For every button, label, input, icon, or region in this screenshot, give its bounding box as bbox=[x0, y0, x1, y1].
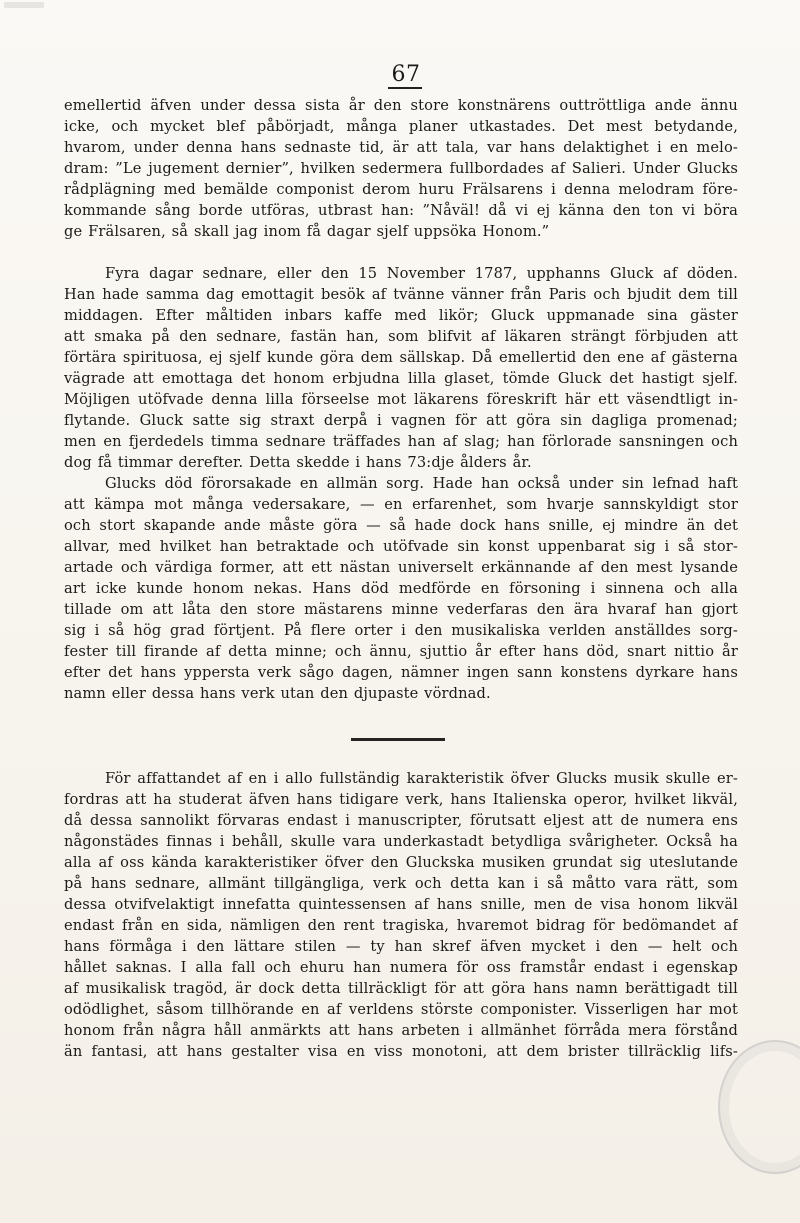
text-line: alla af oss kända karakteristiker öfver den Gluckska musiken grundat sig uteslutande bbox=[64, 854, 738, 871]
text-line: någonstädes finnas i behåll, skulle vara underkastadt betydliga svårigheter. Också ha bbox=[64, 833, 738, 850]
text-line: namn eller dessa hans verk utan den djupaste vördnad. bbox=[64, 685, 491, 702]
text-line: art icke kunde honom nekas. Hans död medförde en försoning i sinnena och alla bbox=[64, 580, 738, 597]
text-line: kommande sång borde utföras, utbrast han: ”Nåväl! då vi ej känna den ton vi böra bbox=[64, 202, 738, 219]
text-line: fester till firande af detta minne; och ännu, sjuttio år efter hans död, snart nittio år bbox=[64, 643, 738, 660]
text-line: då dessa sannolikt förvaras endast i manuscripter, förutsatt eljest att de numera ens bbox=[64, 812, 738, 829]
text-line: hållet saknas. I alla fall och ehuru han numera för oss framstår endast i egenskap bbox=[64, 959, 738, 976]
text-line: fordras att ha studerat äfven hans tidigare verk, hans Italienska operor, hvilket likväl, bbox=[64, 791, 738, 808]
text-line: flytande. Gluck satte sig straxt derpå i vagnen för att göra sin dagliga promenad; bbox=[64, 412, 738, 429]
text-line: hans förmåga i den lättare stilen — ty han skref äfven mycket i den — helt och bbox=[64, 938, 738, 955]
text-line: rådplägning med bemälde componist derom huru Frälsarens i denna melodram före- bbox=[64, 181, 738, 198]
text-line: tillade om att låta den store mästarens minne vederfaras den ära hvaraf han gjort bbox=[64, 601, 738, 618]
text-line: ge Frälsaren, så skall jag inom få dagar sjelf uppsöka Honom.” bbox=[64, 223, 550, 240]
paragraph-3 bbox=[64, 473, 738, 704]
text-line: dessa otvifvelaktigt innefatta quintessensen af hans snille, men de visa honom likväl bbox=[64, 896, 738, 913]
text-line: sig i så hög grad förtjent. På flere orter i den musikaliska verlden anställdes sorg- bbox=[64, 622, 738, 639]
text-line: på hans sednare, allmänt tillgängliga, verk och detta kan i så måtto vara rätt, som bbox=[64, 875, 738, 892]
text-line: Han hade samma dag emottagit besök af tvänne vänner från Paris och bjudit dem till bbox=[64, 286, 738, 303]
paragraph-1 bbox=[64, 95, 738, 242]
text-line: honom från några håll anmärkts att hans arbeten i allmänhet förråda mera förstånd bbox=[64, 1022, 738, 1039]
text-line: Fyra dagar sednare, eller den 15 November 1787, upphanns Gluck af döden. bbox=[105, 265, 738, 282]
text-line: middagen. Efter måltiden inbars kaffe med likör; Gluck uppmanade sina gäster bbox=[64, 307, 738, 324]
text-line: Möjligen utöfvade denna lilla förseelse mot läkarens föreskrift här ett väsendtligt in- bbox=[64, 391, 738, 408]
text-line: att kämpa mot många vedersakare, — en erfarenhet, som hvarje sannskyldigt stor bbox=[64, 496, 738, 513]
text-line: endast från en sida, nämligen den rent tragiska, hvaremot bidrag för bedömandet af bbox=[64, 917, 738, 934]
scan-mark bbox=[4, 2, 44, 8]
page-number-underline bbox=[388, 87, 422, 89]
text-line: än fantasi, att hans gestalter visa en viss monotoni, att dem brister tillräcklig lifs- bbox=[64, 1043, 738, 1060]
text-line: att smaka på den sednare, fastän han, som blifvit af läkaren strängt förbjuden att bbox=[64, 328, 738, 345]
text-line: vägrade att emottaga det honom erbjudna lilla glaset, tömde Gluck det hastigt sjelf. bbox=[64, 370, 738, 387]
text-line: dram: ”Le jugement dernier”, hvilken sedermera fullbordades af Salieri. Under Glucks bbox=[64, 160, 738, 177]
text-line: dog få timmar derefter. Detta skedde i hans 73:dje ålders år. bbox=[64, 454, 532, 471]
text-line: allvar, med hvilket han betraktade och utöfvade sin konst uppenbarat sig i så stor- bbox=[64, 538, 738, 555]
text-line: artade och värdiga former, att ett nästan universelt erkännande af den mest lysande bbox=[64, 559, 738, 576]
text-line: odödlighet, såsom tillhörande en af verldens störste componister. Visserligen har mot bbox=[64, 1001, 738, 1018]
text-line: Glucks död förorsakade en allmän sorg. Hade han också under sin lefnad haft bbox=[105, 475, 738, 492]
text-line: förtära spirituosa, ej sjelf kunde göra dem sällskap. Då emellertid den ene af gästerna bbox=[64, 349, 738, 366]
paragraph-2 bbox=[64, 263, 738, 473]
text-line: efter det hans yppersta verk sågo dagen, nämner ingen sann konstens dyrkare hans bbox=[64, 664, 738, 681]
text-line: hvarom, under denna hans sednaste tid, är att tala, var hans delaktighet i en melo- bbox=[64, 139, 738, 156]
page-number: 67 bbox=[391, 62, 421, 87]
text-line: af musikalisk tragöd, är dock detta tillräckligt för att göra hans namn berättigadt till bbox=[64, 980, 738, 997]
text-line: icke, och mycket blef påbörjadt, många planer utkastades. Det mest betydande, bbox=[64, 118, 738, 135]
section-divider bbox=[351, 738, 445, 741]
paragraph-4 bbox=[64, 768, 738, 1062]
text-line: emellertid äfven under dessa sista år den store konstnärens outtröttliga ande ännu bbox=[64, 97, 738, 114]
text-line: men en fjerdedels timma sednare träffades han af slag; han förlorade sansningen och bbox=[64, 433, 738, 450]
text-line: För affattandet af en i allo fullständig karakteristik öfver Glucks musik skulle er- bbox=[105, 770, 738, 787]
text-line: och stort skapande ande måste göra — så hade dock hans snille, ej mindre än det bbox=[64, 517, 738, 534]
